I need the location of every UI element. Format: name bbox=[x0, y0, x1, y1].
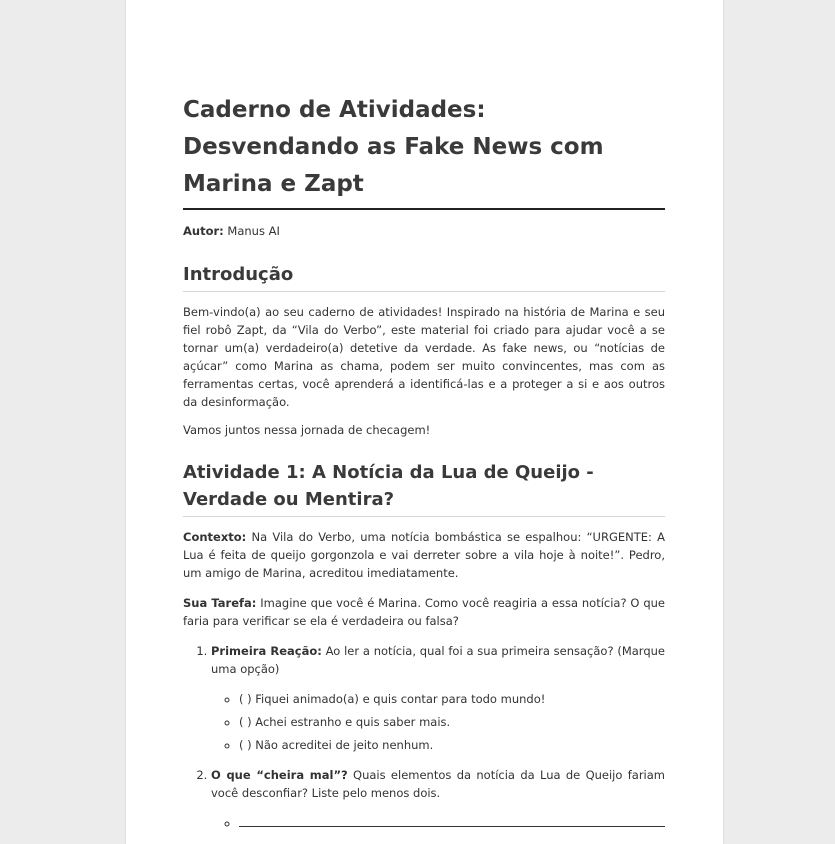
context-paragraph bbox=[183, 528, 665, 582]
option-item: ◦ ( ) Fiquei animado(a) e quis contar para todo mundo! bbox=[239, 690, 665, 708]
context-label: Contexto: bbox=[183, 530, 247, 544]
document-title: Caderno de Atividades: Desvendando as Fake News com Marina e Zapt bbox=[183, 92, 665, 210]
context-text: Na Vila do Verbo, uma notícia bombástica se espalhou: “URGENTE: A Lua é feita de queijo gorgonzola e vai derreter sobre a vila hoje à noite!”. Pedro, um amigo de Marina, acreditou imediatamente. bbox=[183, 530, 665, 580]
question-1-options bbox=[211, 690, 665, 754]
answer-line-item bbox=[239, 814, 665, 832]
question-2 bbox=[211, 766, 665, 832]
task-label: Sua Tarefa: bbox=[183, 596, 257, 610]
question-1-text: Ao ler a notícia, qual foi a sua primeira sensação? (Marque uma opção) bbox=[211, 644, 665, 676]
question-2-label: O que “cheira mal”? bbox=[211, 768, 348, 782]
question-1-label: Primeira Reação: bbox=[211, 644, 322, 658]
task-text: Imagine que você é Marina. Como você reagiria a essa notícia? O que faria para verificar se ela é verdadeira ou falsa? bbox=[183, 596, 665, 628]
document-content bbox=[183, 92, 665, 832]
question-2-answers bbox=[211, 814, 665, 832]
option-item: ◦ ( ) Achei estranho e quis saber mais. bbox=[239, 713, 665, 731]
intro-paragraph: Bem-vindo(a) ao seu caderno de atividades! Inspirado na história de Marina e seu fiel robô Zapt, da “Vila do Verbo”, este material foi criado para ajudar você a se tornar um(a) verdadeiro(a) detetive da verdade. As fake news, ou “notícias de açúcar” como Marina as chama, podem ser muito convincentes, mas com as ferramentas certas, você aprenderá a identificá-las e a proteger a si e aos outros da desinformação. bbox=[183, 305, 665, 409]
answer-blank-line bbox=[239, 814, 665, 827]
intro-heading: Introdução bbox=[183, 261, 665, 292]
question-2-text: Quais elementos da notícia da Lua de Queijo fariam você desconfiar? Liste pelo menos dois. bbox=[211, 768, 666, 800]
question-list bbox=[183, 642, 665, 832]
intro-closing: Vamos juntos nessa jornada de checagem! bbox=[183, 423, 431, 437]
author-name: Manus AI bbox=[227, 224, 280, 238]
activity1-heading: Atividade 1: A Notícia da Lua de Queijo - Verdade ou Mentira? bbox=[183, 459, 665, 517]
author-label: Autor: bbox=[183, 224, 224, 238]
document-page bbox=[126, 0, 723, 844]
question-1 bbox=[211, 642, 665, 754]
author-line bbox=[183, 223, 665, 239]
task-paragraph bbox=[183, 594, 665, 630]
option-item: ◦ ( ) Não acreditei de jeito nenhum. bbox=[239, 736, 665, 754]
